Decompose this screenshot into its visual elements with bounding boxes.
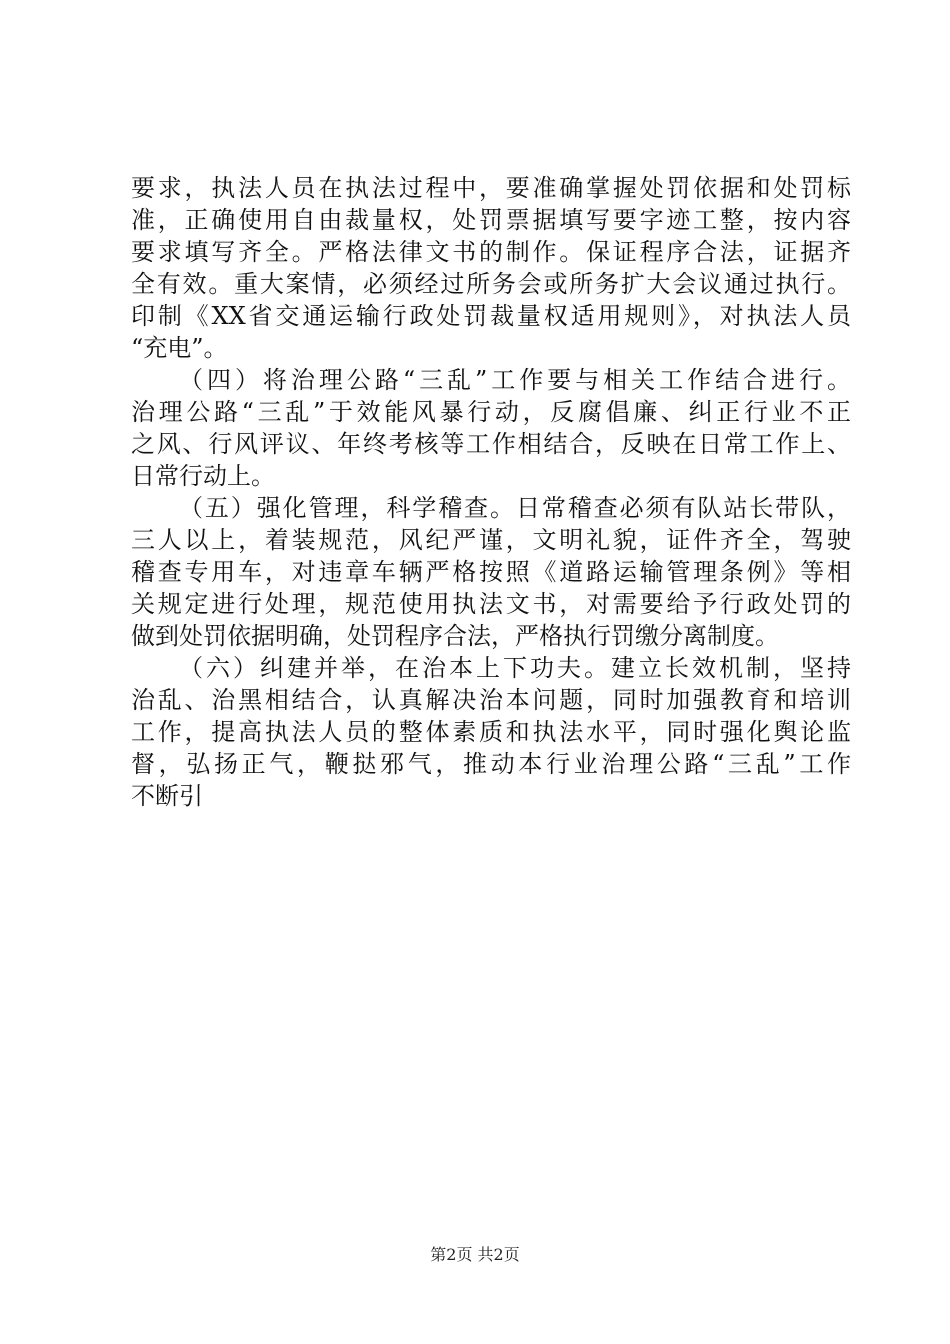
text-line: 日常行动上。 [131, 462, 275, 490]
text-line: 稽查专用车，对违章车辆严格按照《道路运输管理条例》等相 [131, 558, 851, 586]
text-line: 做到处罚依据明确，处罚程序合法，严格执行罚缴分离制度。 [131, 622, 779, 650]
text-line: 要求填写齐全。严格法律文书的制作。保证程序合法，证据齐 [131, 238, 851, 266]
text-line: 之风、行风评议、年终考核等工作相结合，反映在日常工作上、 [131, 430, 851, 458]
text-line: 关规定进行处理，规范使用执法文书，对需要给予行政处罚的 [131, 590, 851, 618]
body-text [131, 172, 851, 812]
text-line: 不断引 [131, 782, 203, 810]
page-number-footer: 第2页 共2页 [430, 1245, 520, 1264]
text-line: （五）强化管理，科学稽查。日常稽查必须有队站长带队， [179, 494, 851, 522]
text-line: 要求，执法人员在执法过程中，要准确掌握处罚依据和处罚标 [131, 174, 851, 202]
text-line: 准，正确使用自由裁量权，处罚票据填写要字迹工整，按内容 [131, 206, 851, 234]
text-line: 工作，提高执法人员的整体素质和执法水平，同时强化舆论监 [131, 718, 851, 746]
text-line: （六）纠建并举，在治本上下功夫。建立长效机制，坚持 [179, 654, 851, 682]
text-line: 督，弘扬正气，鞭挞邪气，推动本行业治理公路“三乱”工作 [131, 750, 851, 778]
text-line: 全有效。重大案情，必须经过所务会或所务扩大会议通过执行。 [131, 270, 851, 298]
text-line: 治理公路“三乱”于效能风暴行动，反腐倡廉、纠正行业不正 [131, 398, 851, 426]
text-line: 三人以上，着装规范，风纪严谨，文明礼貌，证件齐全，驾驶 [131, 526, 851, 554]
text-line: 印制《XX省交通运输行政处罚裁量权适用规则》，对执法人员 [131, 302, 851, 330]
text-line: （四）将治理公路“三乱”工作要与相关工作结合进行。 [179, 366, 851, 394]
text-line: 治乱、治黑相结合，认真解决治本问题，同时加强教育和培训 [131, 686, 851, 714]
text-line: “充电”。 [131, 334, 228, 362]
